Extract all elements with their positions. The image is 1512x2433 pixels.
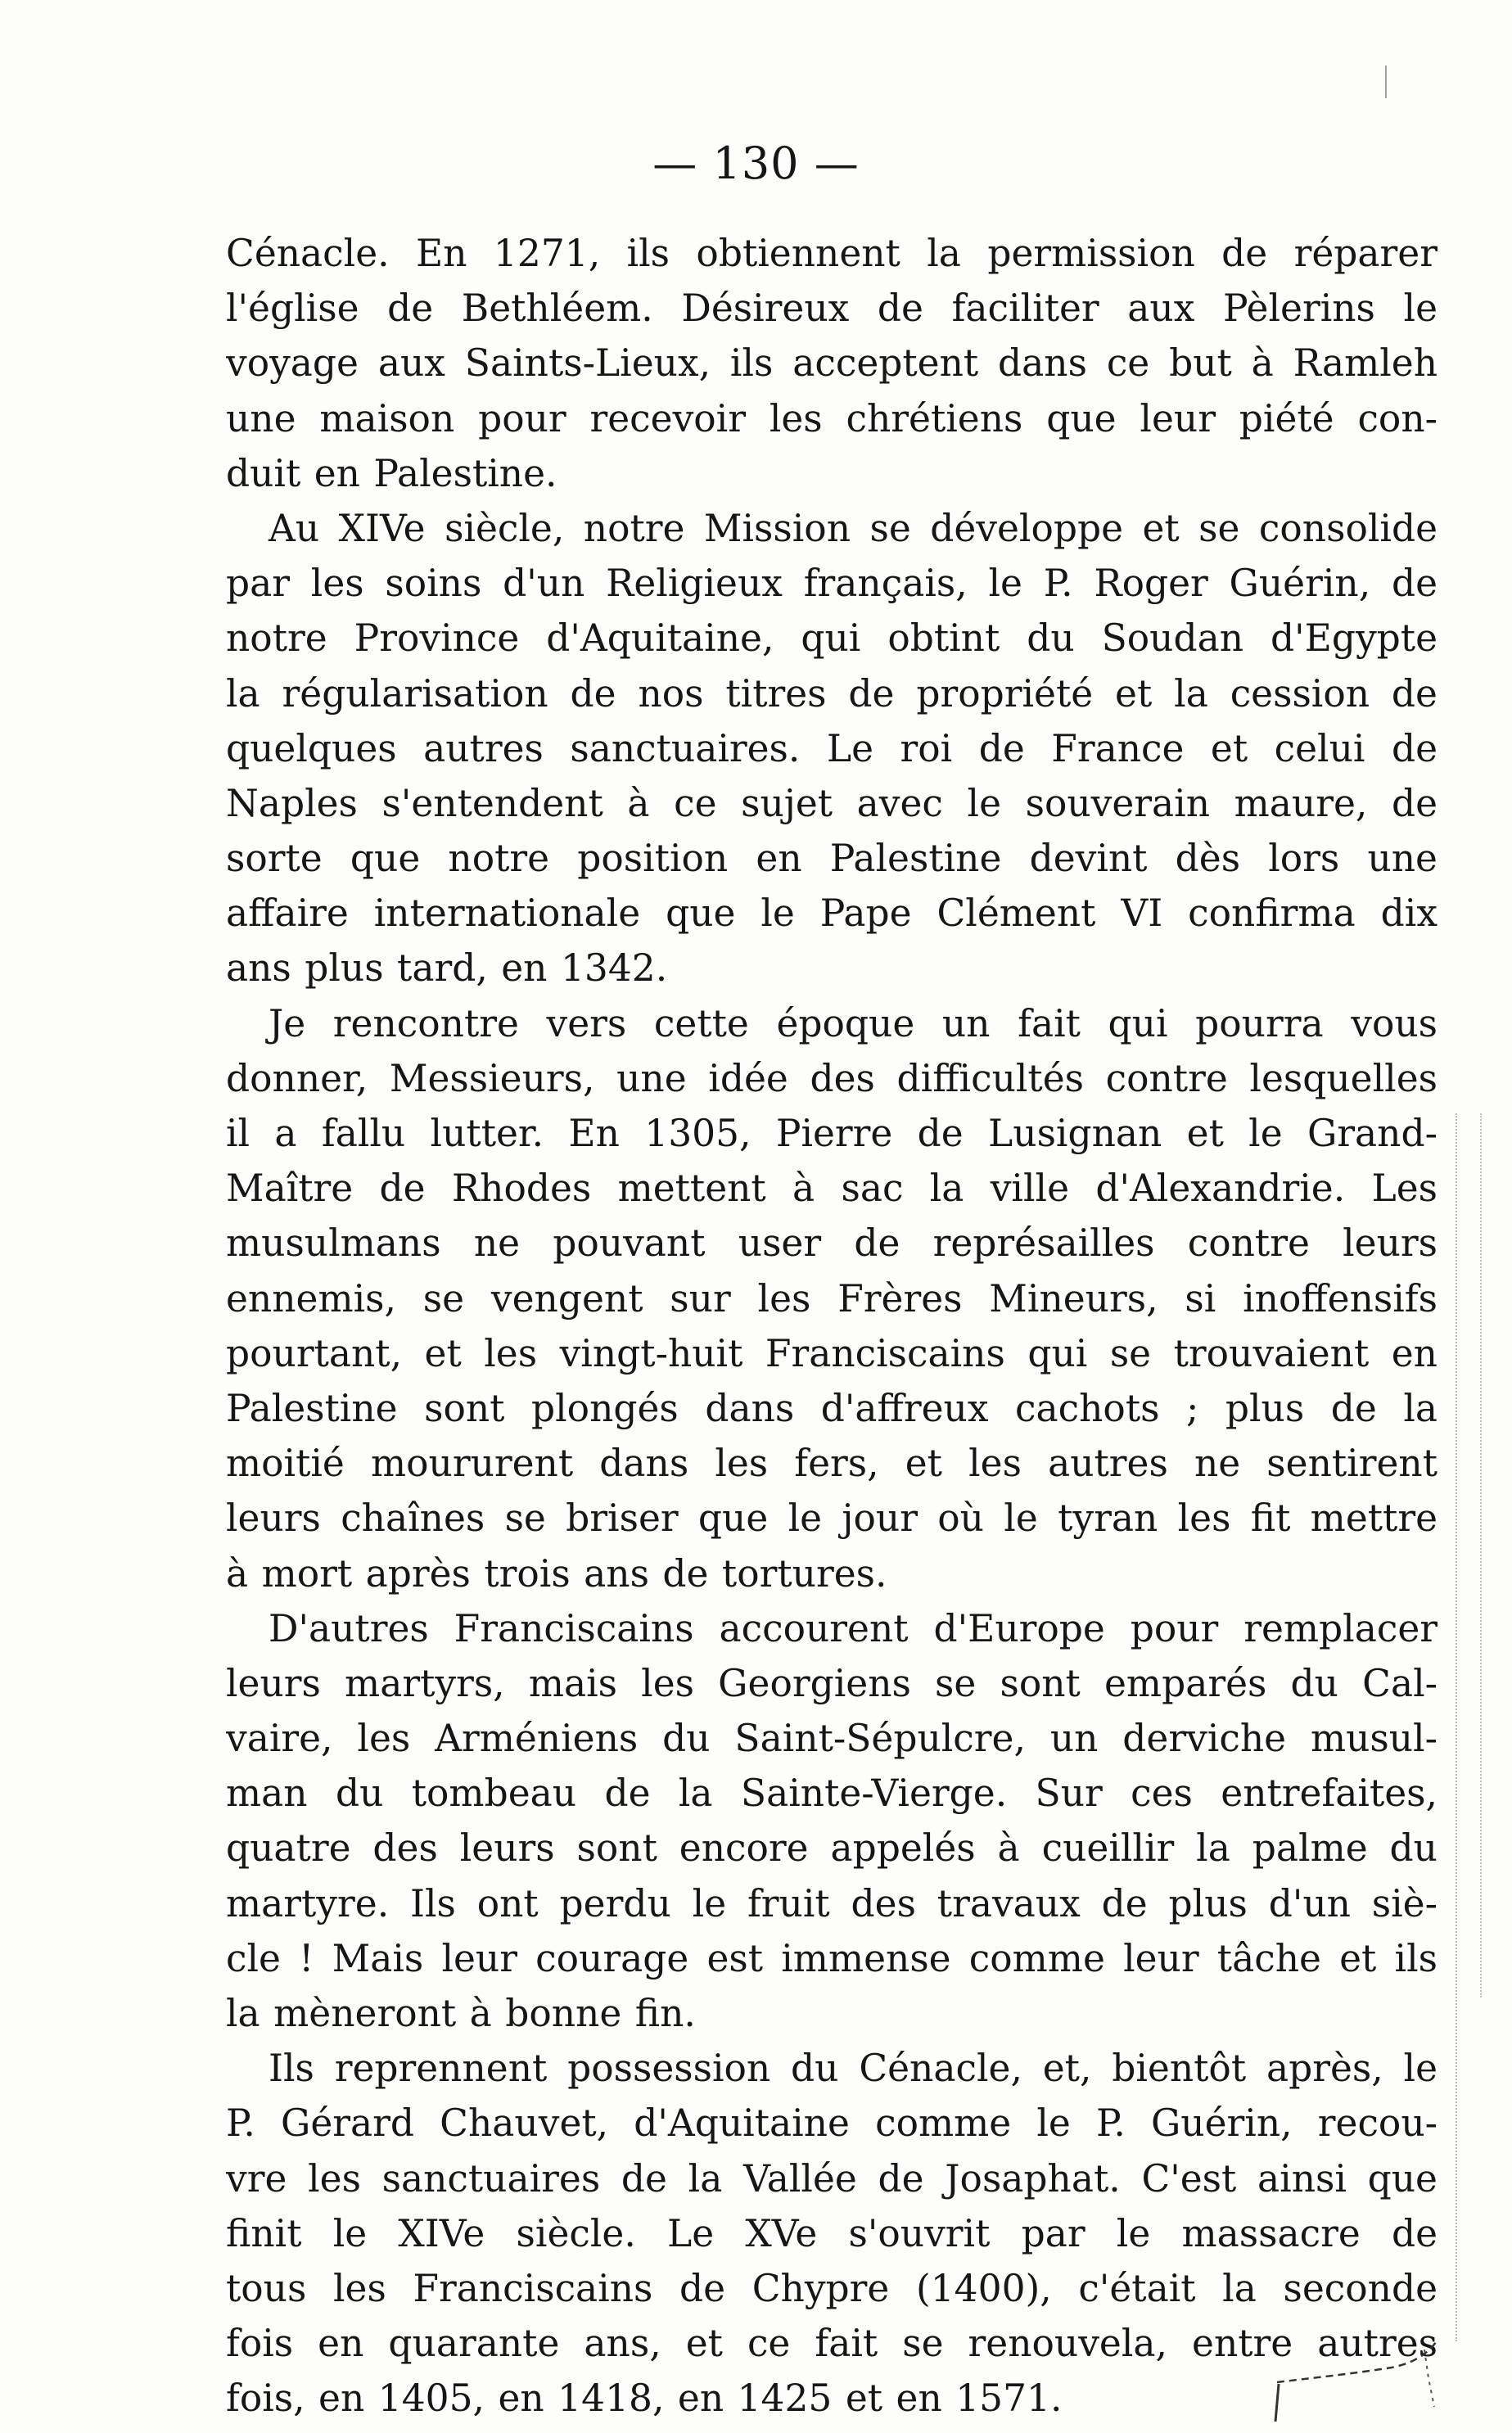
text-line: finit le XIVe siècle. Le XVe s'ouvrit par le massacre de bbox=[226, 2211, 1438, 2255]
paragraph bbox=[226, 996, 1438, 1601]
text-line: Ils reprennent possession du Cénacle, et, bientôt après, le bbox=[269, 2047, 1438, 2091]
text-line: Naples s'entendent à ce sujet avec le souverain maure, de bbox=[226, 781, 1438, 825]
text-line: l'église de Bethléem. Désireux de faciliter aux Pèlerins le bbox=[226, 287, 1438, 331]
text-line: leurs martyrs, mais les Georgiens se sont emparés du Cal- bbox=[226, 1661, 1438, 1705]
text-line: Cénacle. En 1271, ils obtiennent la permission de réparer bbox=[226, 232, 1438, 275]
text-line: leurs chaînes se briser que le jour où le tyran les fit mettre bbox=[226, 1496, 1438, 1541]
text-line: la mèneront à bonne fin. bbox=[226, 1992, 696, 2035]
text-line: sorte que notre position en Palestine devint dès lors une bbox=[226, 837, 1438, 881]
scan-margin-artifact bbox=[1456, 1113, 1462, 2341]
text-line: Au XIVe siècle, notre Mission se développe et se consolide bbox=[269, 506, 1438, 550]
text-line: pourtant, et les vingt-huit Franciscains qui se trouvaient en bbox=[226, 1331, 1438, 1375]
text-line: musulmans ne pouvant user de représailles contre leurs bbox=[226, 1221, 1438, 1266]
text-line: fois en quarante ans, et ce fait se renouvela, entre autres bbox=[226, 2322, 1438, 2366]
text-line: vre les sanctuaires de la Vallée de Josaphat. C'est ainsi que bbox=[226, 2156, 1438, 2201]
text-line: ans plus tard, en 1342. bbox=[226, 946, 668, 991]
body-text bbox=[226, 226, 1438, 2426]
paragraph bbox=[226, 226, 1438, 501]
text-line: quelques autres sanctuaires. Le roi de France et celui de bbox=[226, 726, 1438, 770]
text-line: il a fallu lutter. En 1305, Pierre de Lusignan et le Grand- bbox=[226, 1112, 1438, 1155]
text-line: une maison pour recevoir les chrétiens que leur piété con- bbox=[226, 396, 1438, 440]
text-line: moitié moururent dans les fers, et les autres ne sentirent bbox=[226, 1442, 1438, 1486]
text-line: P. Gérard Chauvet, d'Aquitaine comme le P. Guérin, recou- bbox=[226, 2101, 1438, 2146]
text-line: ennemis, se vengent sur les Frères Mineurs, si inoffensifs bbox=[226, 1276, 1438, 1320]
text-line: D'autres Franciscains accourent d'Europe pour remplacer bbox=[269, 1606, 1438, 1650]
text-line: Palestine sont plongés dans d'affreux cachots ; plus de la bbox=[226, 1386, 1438, 1430]
paragraph bbox=[226, 2041, 1438, 2426]
paragraph bbox=[226, 501, 1438, 996]
page-number: — 130 — bbox=[652, 138, 860, 189]
text-line: notre Province d'Aquitaine, qui obtint du Soudan d'Egypte bbox=[226, 616, 1438, 661]
paragraph bbox=[226, 1601, 1438, 2042]
text-line: fois, en 1405, en 1418, en 1425 et en 1571. bbox=[226, 2377, 1063, 2421]
text-line: Maître de Rhodes mettent à sac la ville d'Alexandrie. Les bbox=[226, 1167, 1438, 1211]
text-line: quatre des leurs sont encore appelés à cueillir la palme du bbox=[226, 1826, 1438, 1871]
text-line: martyre. Ils ont perdu le fruit des travaux de plus d'un siè- bbox=[226, 1881, 1438, 1925]
text-line: vaire, les Arméniens du Saint-Sépulcre, un derviche musul- bbox=[226, 1717, 1438, 1761]
text-line: par les soins d'un Religieux français, le P. Roger Guérin, de bbox=[226, 562, 1438, 606]
text-line: à mort après trois ans de tortures. bbox=[226, 1551, 887, 1596]
text-line: affaire internationale que le Pape Clément VI confirma dix bbox=[226, 891, 1438, 936]
text-line: Je rencontre vers cette époque un fait qui pourra vous bbox=[269, 1001, 1438, 1045]
text-line: man du tombeau de la Sainte-Vierge. Sur ces entrefaites, bbox=[226, 1772, 1438, 1816]
scan-artifact-mark bbox=[1369, 65, 1387, 98]
scan-margin-artifact bbox=[1480, 1113, 1485, 1997]
text-line: tous les Franciscains de Chypre (1400), c'était la seconde bbox=[226, 2266, 1438, 2310]
text-line: donner, Messieurs, une idée des difficultés contre lesquelles bbox=[226, 1056, 1438, 1100]
text-line: la régularisation de nos titres de propriété et la cession de bbox=[226, 671, 1438, 715]
scan-pencil-mark bbox=[1261, 2333, 1449, 2423]
text-line: duit en Palestine. bbox=[226, 451, 557, 495]
text-line: cle ! Mais leur courage est immense comme leur tâche et ils bbox=[226, 1936, 1438, 1980]
text-line: voyage aux Saints-Lieux, ils acceptent dans ce but à Ramleh bbox=[226, 341, 1438, 386]
